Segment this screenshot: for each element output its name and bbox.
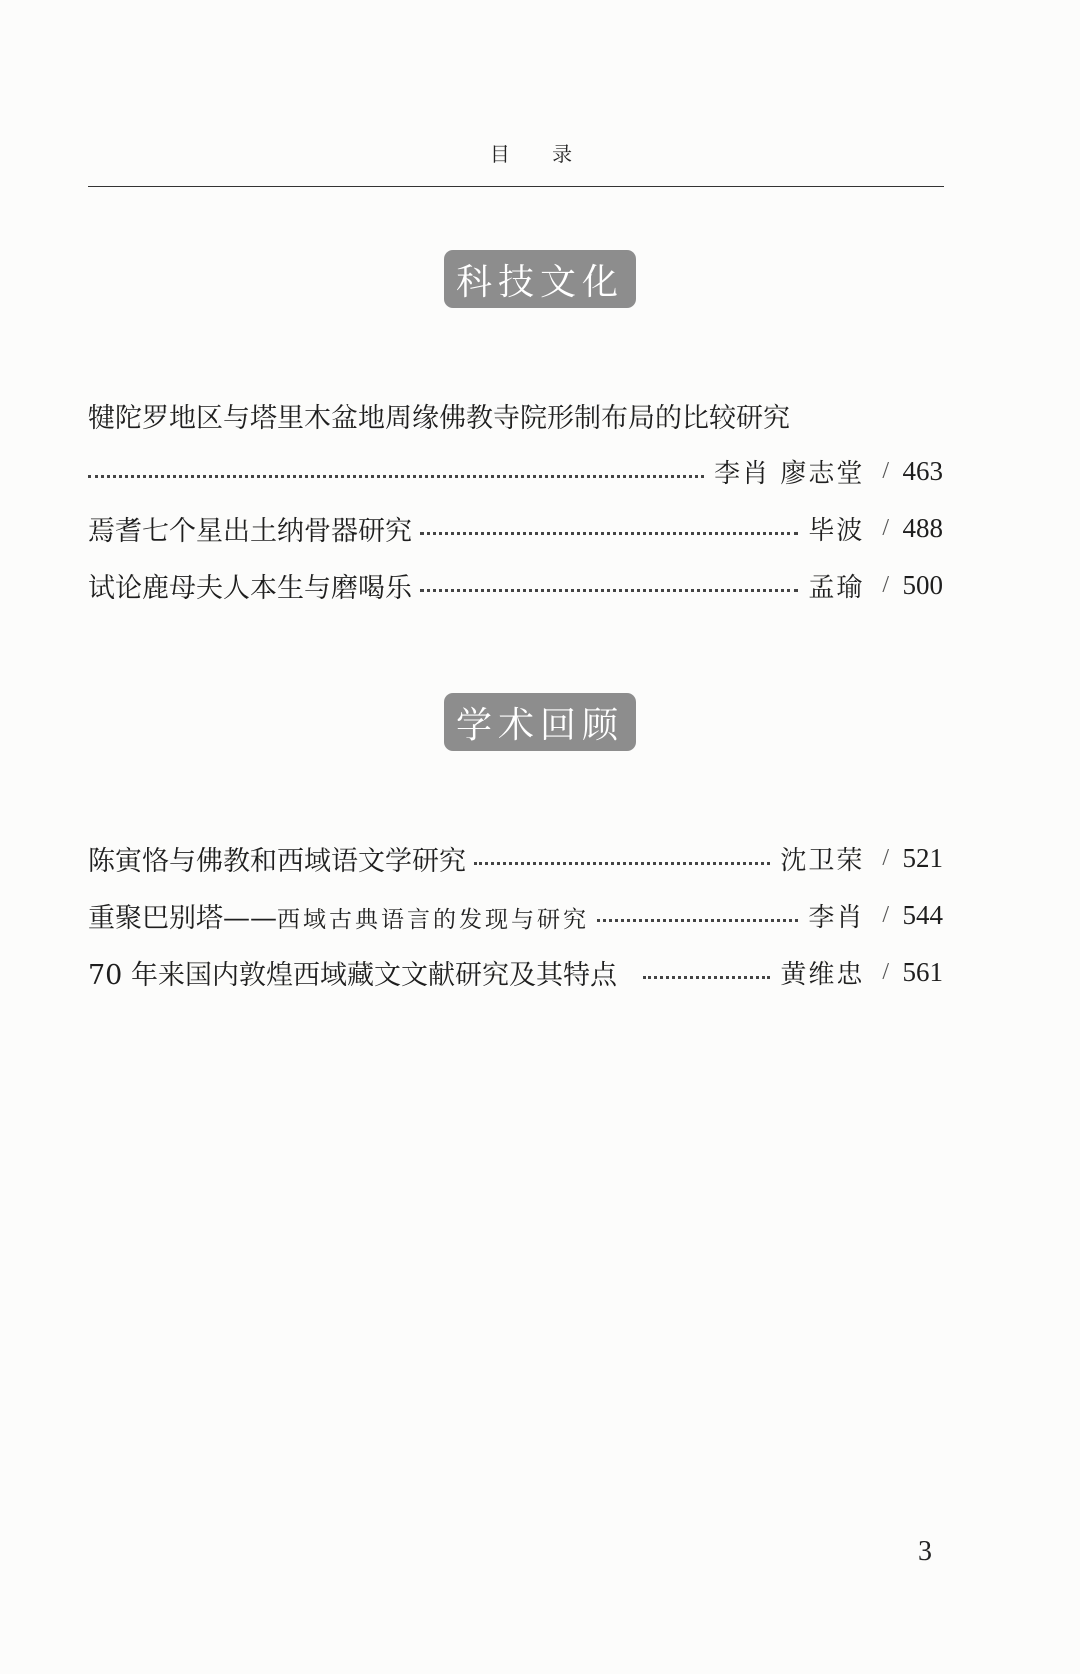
toc-entry[interactable] bbox=[88, 508, 943, 548]
section-banner-box bbox=[444, 693, 636, 751]
toc-entry[interactable] bbox=[88, 565, 943, 605]
toc-entry-page: 521 bbox=[902, 842, 943, 873]
toc-entry-title: 犍陀罗地区与塔里木盆地周缘佛教寺院形制布局的比较研究 bbox=[88, 402, 790, 434]
toc-entry-continuation[interactable] bbox=[88, 451, 943, 491]
toc-entry[interactable] bbox=[88, 895, 943, 935]
toc-entry-page: 500 bbox=[902, 569, 943, 600]
toc-entry-author: 李肖 廖志堂 bbox=[714, 458, 865, 489]
toc-entry-title: 重聚巴别塔—— bbox=[88, 902, 277, 934]
section-banner-academic-review bbox=[0, 693, 1080, 751]
toc-entry-author: 毕波 bbox=[808, 515, 865, 546]
dot-leader bbox=[420, 532, 798, 535]
dot-leader bbox=[597, 919, 798, 922]
toc-entry-author: 黄维忠 bbox=[780, 959, 865, 990]
toc-entry-title: 70 年来国内敦煌西域藏文文献研究及其特点 bbox=[88, 959, 617, 991]
toc-entry-subtitle: 西域古典语言的发现与研究 bbox=[277, 906, 589, 933]
toc-entry[interactable] bbox=[88, 838, 943, 878]
running-head: 目 录 bbox=[489, 142, 591, 166]
dot-leader bbox=[420, 589, 798, 592]
separator: / bbox=[882, 844, 889, 871]
toc-entry-author: 李肖 bbox=[808, 902, 865, 933]
separator: / bbox=[882, 571, 889, 598]
toc-entry-page: 463 bbox=[902, 455, 943, 486]
toc-entry-page: 544 bbox=[902, 899, 943, 930]
separator: / bbox=[882, 457, 889, 484]
separator: / bbox=[882, 514, 889, 541]
toc-entry-title: 焉耆七个星出土纳骨器研究 bbox=[88, 515, 412, 547]
toc-entry[interactable] bbox=[88, 952, 943, 992]
section-banner-box bbox=[444, 250, 636, 308]
dot-leader bbox=[643, 976, 770, 979]
toc-entry-title: 试论鹿母夫人本生与磨喝乐 bbox=[88, 572, 412, 604]
section-title: 学术回顾 bbox=[455, 704, 624, 746]
toc-entry-title-group bbox=[88, 896, 589, 935]
page-number: 3 bbox=[918, 1536, 932, 1567]
section-banner-science-culture bbox=[0, 250, 1080, 308]
toc-entry-title: 陈寅恪与佛教和西域语文学研究 bbox=[88, 845, 466, 877]
toc-entry-title-line[interactable] bbox=[88, 395, 943, 435]
toc-entry-author: 孟瑜 bbox=[808, 572, 865, 603]
dot-leader bbox=[474, 862, 770, 865]
header-rule bbox=[88, 186, 944, 187]
toc-entry-page: 561 bbox=[902, 956, 943, 987]
toc-entry-page: 488 bbox=[902, 512, 943, 543]
section-title: 科技文化 bbox=[455, 261, 624, 303]
separator: / bbox=[882, 901, 889, 928]
separator: / bbox=[882, 958, 889, 985]
toc-entry-author: 沈卫荣 bbox=[780, 845, 865, 876]
dot-leader bbox=[88, 475, 704, 478]
